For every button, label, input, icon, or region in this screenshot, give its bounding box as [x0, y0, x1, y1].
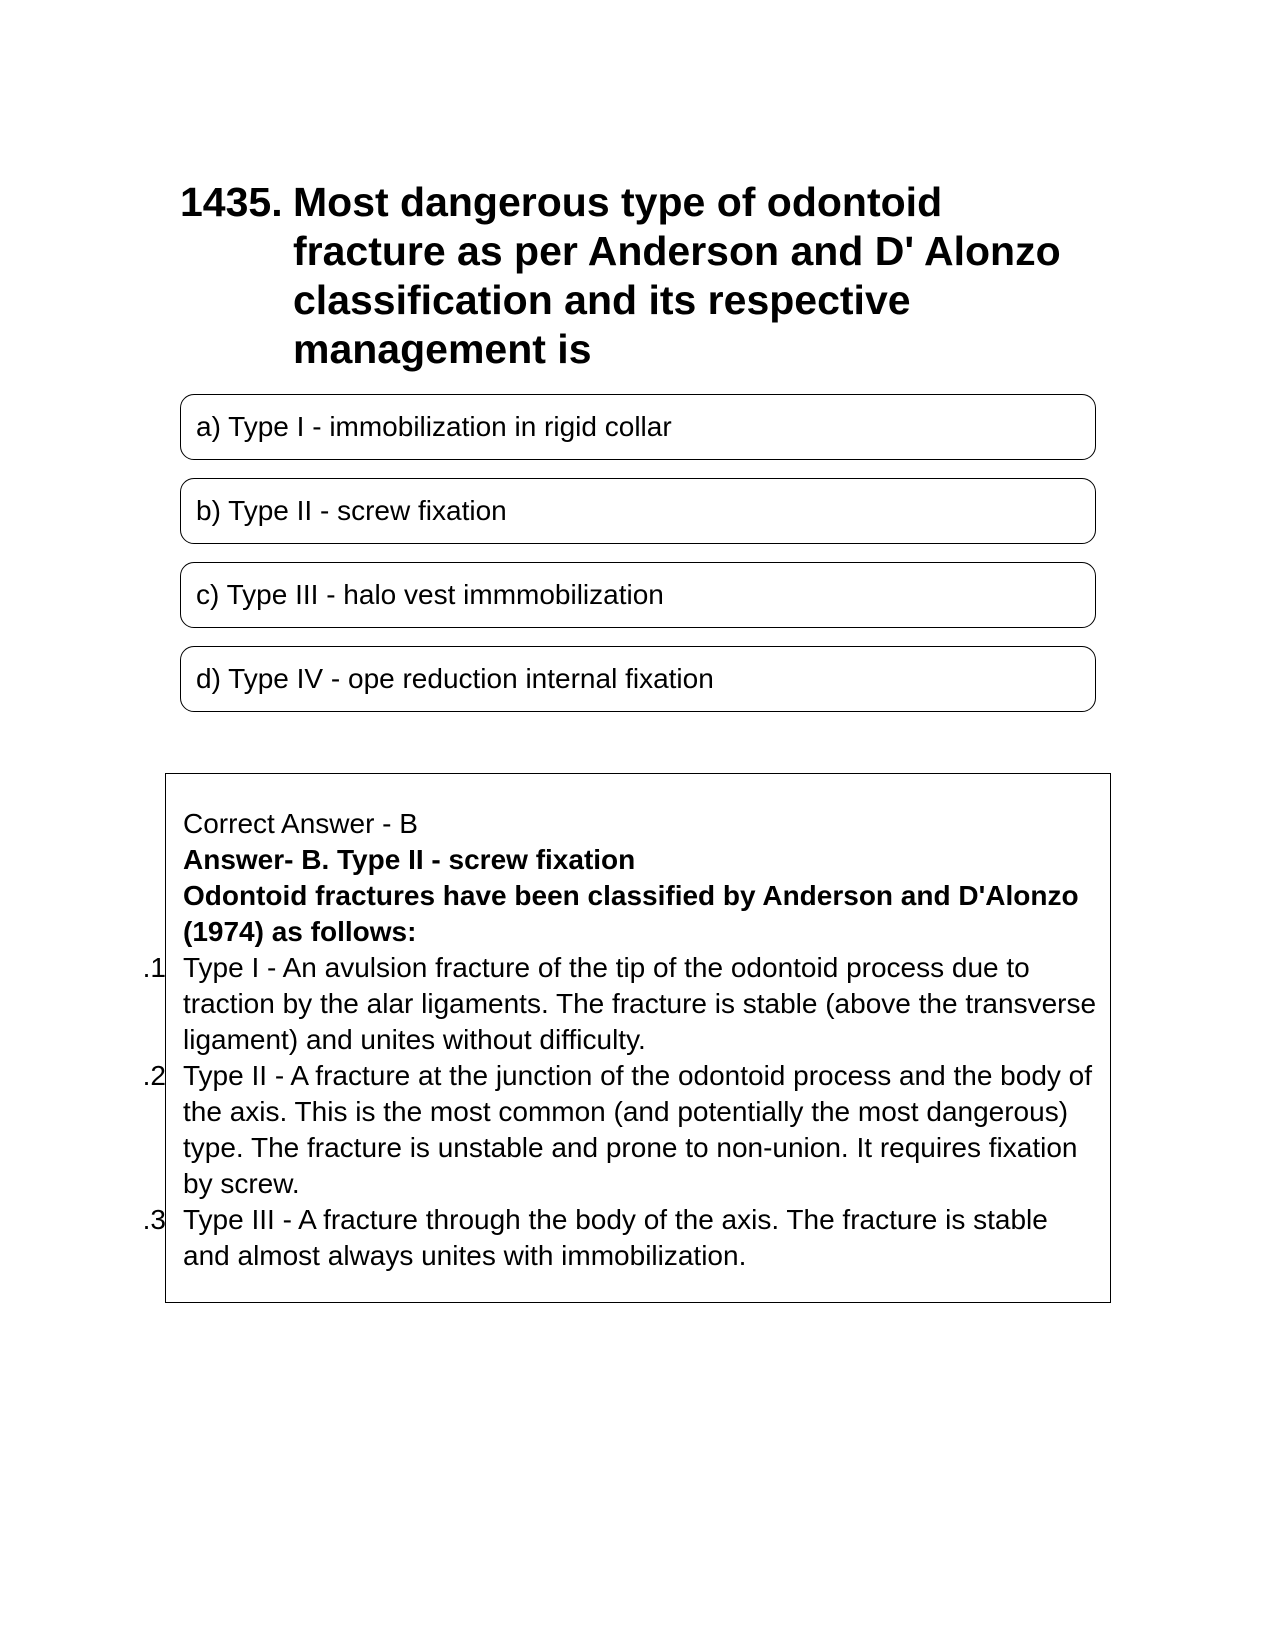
classification-heading: Odontoid fractures have been classified by Anderson and D'Alonzo (1974) as follows:: [183, 880, 1079, 947]
question-text: Most dangerous type of odontoid fracture as per Anderson and D' Alonzo classification and its respective management is: [293, 179, 1061, 372]
list-item-type-2: [142, 1058, 1098, 1202]
option-a[interactable]: a) Type I - immobilization in rigid collar: [180, 394, 1096, 460]
list-item-text: Type I - An avulsion fracture of the tip of the odontoid process due to traction by the alar ligaments. The fracture is stable (above the transverse ligament) and unites without difficulty.: [183, 952, 1097, 1055]
list-item-type-3: [142, 1202, 1098, 1274]
list-item-text: Type III - A fracture through the body of the axis. The fracture is stable and almost always unites with immobilization.: [183, 1204, 1048, 1271]
list-item-type-1: [142, 950, 1098, 1058]
question-block: [180, 178, 1100, 374]
list-marker: 3.: [142, 1204, 166, 1235]
answer-explanation-box: [142, 773, 1111, 1303]
option-b[interactable]: b) Type II - screw fixation: [180, 478, 1096, 544]
option-c[interactable]: c) Type III - halo vest immmobilization: [180, 562, 1096, 628]
answer-content: [142, 806, 1098, 1274]
list-item-text: Type II - A fracture at the junction of the odontoid process and the body of the axis. This is the most common (and potentially the most dangerous) type. The fracture is unstable and prone to non-union. It requires fixation by screw.: [183, 1060, 1093, 1199]
list-marker: 2.: [142, 1060, 166, 1091]
question-number: 1435.: [180, 179, 283, 225]
answer-heading: Answer- B. Type II - screw fixation: [183, 844, 636, 875]
correct-answer-line: Correct Answer - B: [183, 808, 418, 839]
list-marker: 1.: [142, 952, 166, 983]
option-d[interactable]: d) Type IV - ope reduction internal fixation: [180, 646, 1096, 712]
